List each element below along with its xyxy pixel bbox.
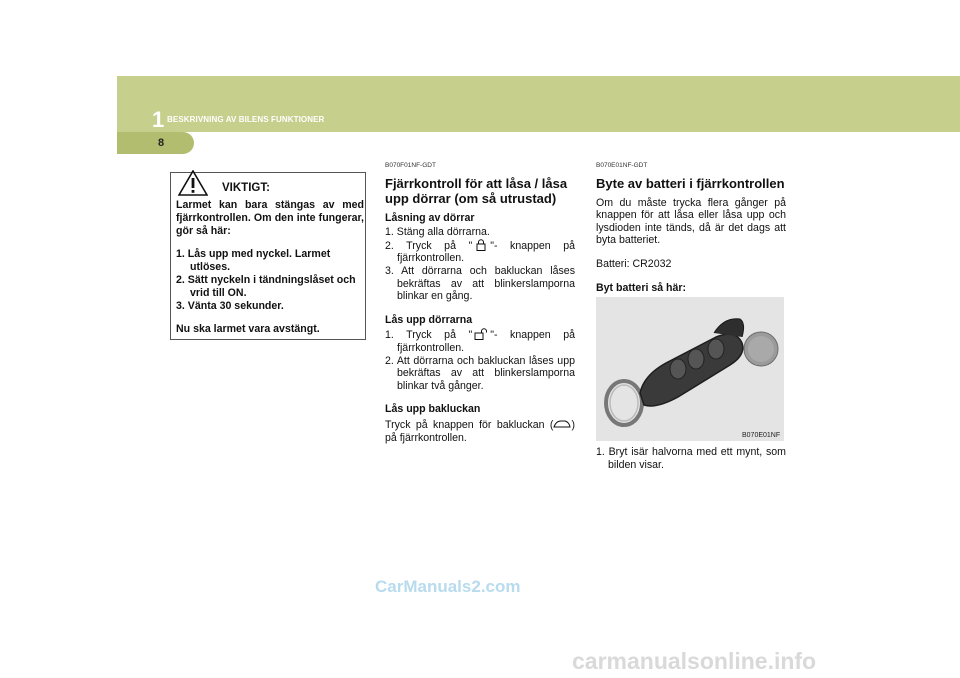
battery-intro: Om du måste trycka flera gånger på knappen för att låsa eller låsa upp och lysdioden inte tänds, då är det dags att byta batteriet. <box>596 196 786 247</box>
warning-outro: Nu ska larmet vara avstängt. <box>176 323 320 336</box>
battery-steps <box>596 446 786 471</box>
warning-step: 2. Sätt nyckeln i tändningslåset och vrid till ON. <box>176 273 356 299</box>
section-code: B070E01NF-GDT <box>596 162 648 169</box>
trunk-text-a: Tryck på knappen för bakluckan ( <box>385 418 554 431</box>
warning-step: 1. Lås upp med nyckel. Larmet utlöses. <box>176 248 331 274</box>
remote-key-illustration <box>596 297 784 441</box>
battery-type: Batteri: CR2032 <box>596 257 672 270</box>
trunk-text <box>385 418 575 444</box>
unlock-button-icon <box>472 328 490 340</box>
trunk-text-b: ) på fjärrkontrollen. <box>385 418 575 444</box>
unlock-step <box>385 328 575 354</box>
image-caption: B070E01NF <box>742 432 781 439</box>
warning-intro: Larmet kan bara stängas av med fjärrkontrollen. Om den inte fungerar, gör så här: <box>176 199 364 237</box>
warning-title: VIKTIGT: <box>222 182 270 194</box>
lock-step <box>385 239 575 265</box>
section-title: Byte av batteri i fjärrkontrollen <box>596 175 785 191</box>
lock-step-text-b: "- knappen på fjärrkontrollen. <box>397 239 576 265</box>
section-title: Fjärrkontroll för att låsa / låsa upp dörrar (om så utrustad) <box>385 175 568 206</box>
chapter-title: BESKRIVNING AV BILENS FUNKTIONER <box>167 115 325 124</box>
page-number: 8 <box>158 137 165 149</box>
remote-key-image <box>596 297 784 441</box>
warning-step: 3. Vänta 30 sekunder. <box>176 299 284 312</box>
section-code: B070F01NF-GDT <box>385 162 436 169</box>
lock-step-text-a: 2. Tryck på " <box>385 239 473 252</box>
unlock-step-text-a: 1. Tryck på " <box>385 329 473 342</box>
lock-button-icon <box>472 239 490 251</box>
lock-step: 1. Stäng alla dörrarna. <box>385 226 490 239</box>
chapter-number: 1 <box>152 107 165 132</box>
lock-steps <box>385 226 575 303</box>
unlock-step-text-b: "- knappen på fjärrkontrollen. <box>397 329 576 354</box>
unlock-steps <box>385 328 575 392</box>
unlock-step: 2. Att dörrarna och bakluckan låses upp bekräftas av att blinkerslamporna blinkar två gånger. <box>385 354 575 392</box>
lock-heading: Låsning av dörrar <box>385 211 475 224</box>
unlock-heading: Lås upp dörrarna <box>385 313 473 326</box>
trunk-heading: Lås upp bakluckan <box>385 403 481 416</box>
trunk-button-icon <box>553 418 571 430</box>
warning-steps <box>176 248 364 312</box>
watermark-top[interactable]: CarManuals2.com <box>375 577 521 596</box>
warning-text <box>176 199 364 347</box>
page-tab <box>117 132 183 154</box>
battery-how-heading: Byt batteri så här: <box>596 281 687 294</box>
battery-step: 1. Bryt isär halvorna med ett mynt, som bilden visar. <box>596 446 786 471</box>
battery-section <box>596 160 786 296</box>
watermark-bottom[interactable]: carmanualsonline.info <box>572 648 817 674</box>
warning-triangle-icon <box>178 170 208 196</box>
lock-step: 3. Att dörrarna och bakluckan låses bekräftas av att blinkerslamporna blinkar en gång. <box>385 264 575 303</box>
remote-section <box>385 160 575 455</box>
